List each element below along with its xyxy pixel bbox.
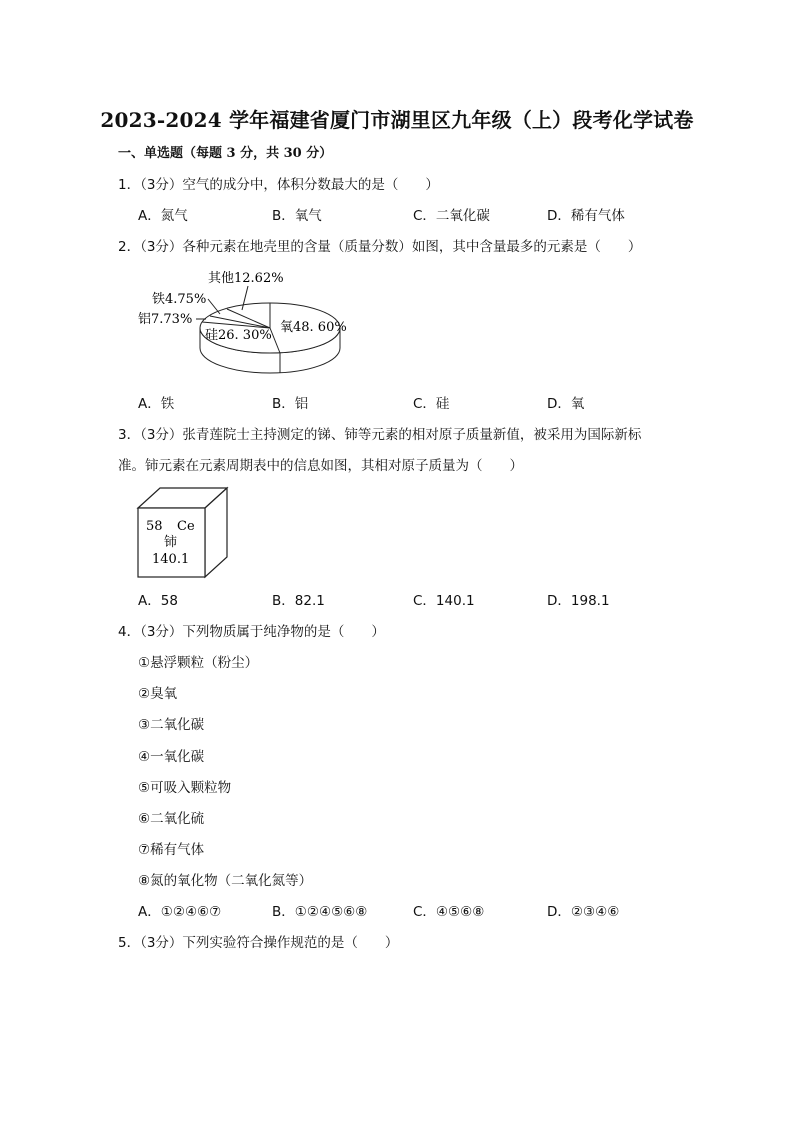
element-symbol: Ce <box>177 519 195 534</box>
q4-item: ②臭氧 <box>138 686 178 702</box>
q2-option-d[interactable]: D．氧 <box>547 396 585 412</box>
q4-option-c[interactable]: C．④⑤⑥⑧ <box>413 904 485 920</box>
q4-item: ③二氧化碳 <box>138 717 205 733</box>
q1-option-d[interactable]: D．稀有气体 <box>547 208 625 224</box>
q4-item: ④一氧化碳 <box>138 749 205 765</box>
question-5-stem: 5．（3分）下列实验符合操作规范的是（ ） <box>118 935 399 951</box>
q4-option-b[interactable]: B．①②④⑤⑥⑧ <box>272 904 368 920</box>
element-cell <box>136 486 232 581</box>
question-1-stem: 1．（3分）空气的成分中，体积分数最大的是（ ） <box>118 177 439 193</box>
leader-line-iron <box>208 299 220 314</box>
q4-item: ⑧氮的氧化物（二氧化氮等） <box>138 873 313 889</box>
question-4-stem: 4．（3分）下列物质属于纯净物的是（ ） <box>118 624 385 640</box>
q3-option-d[interactable]: D．198.1 <box>547 593 610 609</box>
pie-chart <box>130 262 370 387</box>
pie-label-aluminum: 铝7.73% <box>138 312 193 327</box>
q4-item: ⑥二氧化硫 <box>138 811 205 827</box>
atomic-mass: 140.1 <box>152 552 190 567</box>
pie-label-iron: 铁4.75% <box>152 292 207 307</box>
q4-item: ⑤可吸入颗粒物 <box>138 780 232 796</box>
pie-label-other: 其他12.62% <box>208 271 284 286</box>
q4-item: ①悬浮颗粒（粉尘） <box>138 655 259 671</box>
question-3-stem-line2: 准。铈元素在元素周期表中的信息如图，其相对原子质量为（ ） <box>118 458 523 474</box>
q1-option-c[interactable]: C．二氧化碳 <box>413 208 490 224</box>
q4-item: ⑦稀有气体 <box>138 842 205 858</box>
q3-option-a[interactable]: A．58 <box>138 593 178 609</box>
atomic-number: 58 <box>146 519 163 534</box>
question-3-stem-line1: 3．（3分）张青莲院士主持测定的锑、铈等元素的相对原子质量新值，被采用为国际新标 <box>118 427 642 443</box>
q4-option-a[interactable]: A．①②④⑥⑦ <box>138 904 222 920</box>
section-heading: 一、单选题（每题 3 分，共 30 分） <box>118 146 333 161</box>
element-name: 铈 <box>164 535 178 550</box>
pie-label-silicon: 硅26. 30% <box>205 328 272 343</box>
q2-option-b[interactable]: B．铝 <box>272 396 309 412</box>
q1-option-b[interactable]: B．氧气 <box>272 208 322 224</box>
page-title: 2023-2024 学年福建省厦门市湖里区九年级（上）段考化学试卷 <box>100 108 694 132</box>
question-2-stem: 2．（3分）各种元素在地壳里的含量（质量分数）如图，其中含量最多的元素是（ ） <box>118 239 642 255</box>
q2-option-c[interactable]: C．硅 <box>413 396 450 412</box>
q3-option-c[interactable]: C．140.1 <box>413 593 475 609</box>
q4-option-d[interactable]: D．②③④⑥ <box>547 904 620 920</box>
q2-option-a[interactable]: A．铁 <box>138 396 175 412</box>
pie-label-oxygen: 氧48. 60% <box>280 320 347 335</box>
q1-option-a[interactable]: A．氮气 <box>138 208 188 224</box>
q3-option-b[interactable]: B．82.1 <box>272 593 325 609</box>
